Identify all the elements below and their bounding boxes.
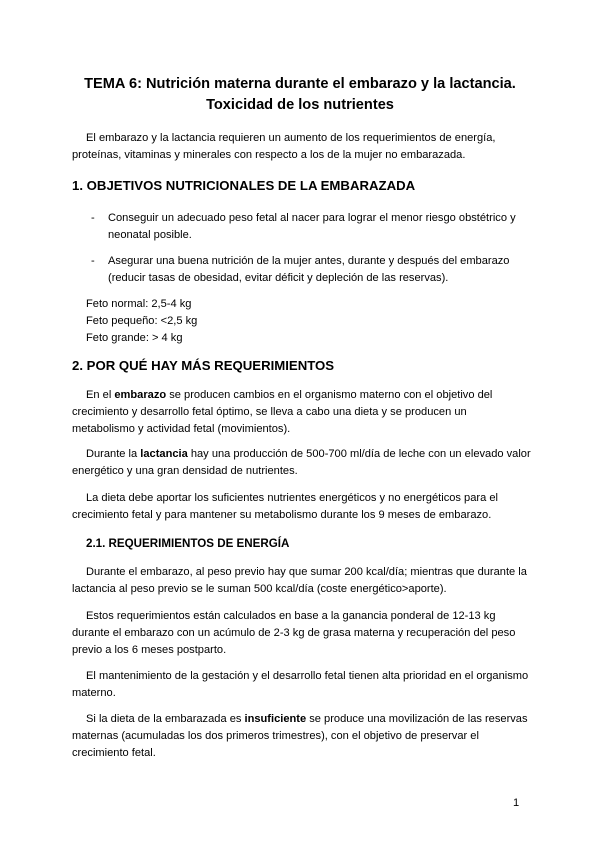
bold-term-insuficiente: insuficiente <box>244 713 307 725</box>
energy-paragraph-4 <box>72 711 532 762</box>
bullet-text: Conseguir un adecuado peso fetal al nacer para lograr el menor riesgo obstétrico y neonatal posible. <box>108 212 516 241</box>
section-1-heading: 1. OBJETIVOS NUTRICIONALES DE LA EMBARAZADA <box>72 178 416 193</box>
text-run: En el <box>86 389 115 401</box>
bullet-item <box>72 253 532 287</box>
bullet-dash: - <box>91 255 95 267</box>
page-number: 1 <box>513 797 520 809</box>
title-line-2: Toxicidad de los nutrientes <box>206 97 394 113</box>
title-line-1: TEMA 6: Nutrición materna durante el embarazo y la lactancia. <box>84 76 516 92</box>
document-title <box>40 74 560 116</box>
weight-small: Feto pequeño: <2,5 kg <box>86 315 198 327</box>
section-2-heading: 2. POR QUÉ HAY MÁS REQUERIMIENTOS <box>72 358 335 373</box>
embarazo-paragraph <box>72 387 532 438</box>
energy-paragraph-2: Estos requerimientos están calculados en base a la ganancia ponderal de 12-13 kg durante el embarazo con un acúmulo de 2-3 kg de grasa materna y recuperación del peso previo a los 6 meses postparto. <box>72 610 516 656</box>
lactancia-paragraph <box>72 446 532 480</box>
fetal-weight-list <box>86 296 386 347</box>
section-2-1-heading: 2.1. REQUERIMIENTOS DE ENERGÍA <box>86 537 290 550</box>
text-run: se produce una movilización de las reservas maternas (acumuladas los dos primeros trimestres), con el objetivo de preservar el crecimiento fetal. <box>72 713 528 759</box>
text-run: Si la dieta de la embarazada es <box>86 713 245 725</box>
bullet-text: Asegurar una buena nutrición de la mujer antes, durante y después del embarazo (reducir tasas de obesidad, evitar déficit y depleción de las reservas). <box>108 255 510 284</box>
text-run: hay una producción de 500-700 ml/día de leche con un elevado valor energético y una gran densidad de nutrientes. <box>72 448 531 477</box>
text-run: Durante la <box>86 448 141 460</box>
diet-paragraph: La dieta debe aportar los suficientes nutrientes energéticos y no energéticos para el crecimiento fetal y para mantener su metabolismo durante los 9 meses de embarazo. <box>72 492 498 521</box>
bullet-item <box>72 210 532 244</box>
energy-paragraph-3: El mantenimiento de la gestación y el desarrollo fetal tienen alta prioridad en el organismo materno. <box>72 670 529 699</box>
bold-term-lactancia: lactancia <box>140 448 188 460</box>
energy-paragraph-1: Durante el embarazo, al peso previo hay que sumar 200 kcal/día; mientras que durante la lactancia al peso previo se le suman 500 kcal/día (coste energético>aporte). <box>72 566 527 595</box>
text-run: se producen cambios en el organismo materno con el objetivo del crecimiento y desarrollo fetal óptimo, se lleva a cabo una dieta y se producen un metabolismo y actividad fetal (movimientos). <box>72 389 493 435</box>
bold-term-embarazo: embarazo <box>114 389 167 401</box>
intro-paragraph: El embarazo y la lactancia requieren un aumento de los requerimientos de energía, proteínas, vitaminas y minerales con respecto a los de la mujer no embarazada. <box>72 132 496 161</box>
weight-normal: Feto normal: 2,5-4 kg <box>86 298 192 310</box>
weight-large: Feto grande: > 4 kg <box>86 332 183 344</box>
bullet-dash: - <box>91 212 95 224</box>
